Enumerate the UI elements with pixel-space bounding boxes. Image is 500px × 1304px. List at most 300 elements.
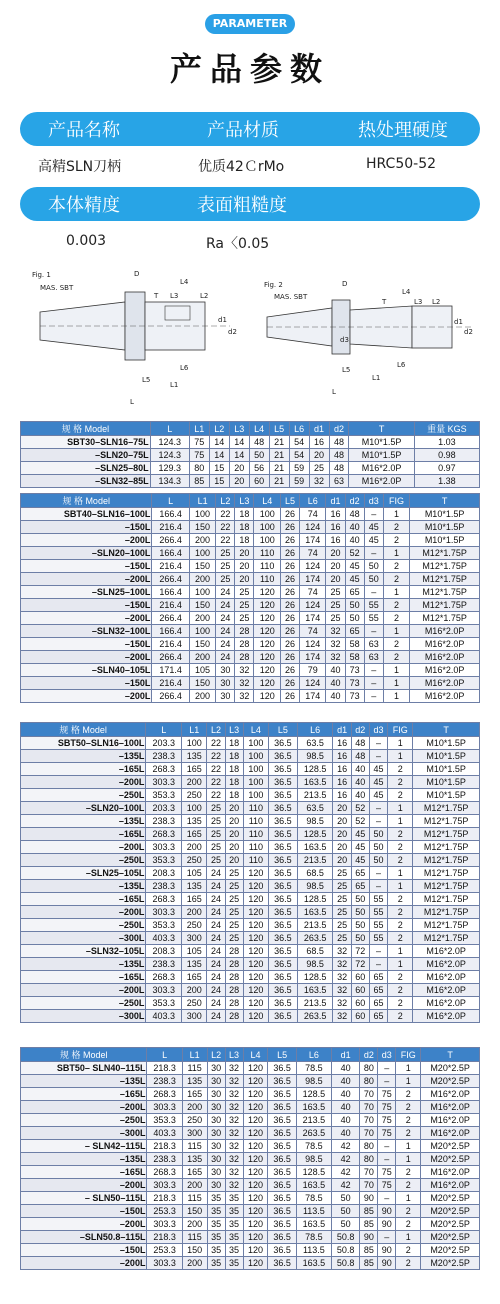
table-cell: 120 (243, 1062, 268, 1075)
table-cell: 2 (388, 893, 413, 906)
table-cell: 25 (225, 906, 243, 919)
table-cell: 21 (269, 462, 289, 475)
table-header-cell: T (349, 422, 414, 436)
table-cell: 45 (369, 763, 387, 776)
table-cell: 163.5 (297, 841, 333, 854)
table-cell: 25 (235, 599, 254, 612)
table-header-cell: T (413, 723, 480, 737)
table-cell: 45 (369, 776, 387, 789)
table-cell: M16*2.0P (413, 997, 480, 1010)
table-row (21, 1205, 480, 1218)
table-row (21, 750, 480, 763)
fig2-dim-d2: d2 (464, 328, 473, 336)
table-cell: 52 (351, 802, 369, 815)
table-cell: 32 (225, 1101, 243, 1114)
table-cell: 174 (300, 651, 326, 664)
table-cell: M16*2.0P (410, 651, 480, 664)
table-cell: 208.3 (146, 867, 182, 880)
table-cell: 26 (280, 508, 299, 521)
table-cell: 353.3 (146, 919, 182, 932)
table-row (21, 1088, 480, 1101)
table-cell: 28 (225, 1010, 243, 1023)
table-cell: 21 (269, 436, 289, 449)
table-cell: 40 (351, 763, 369, 776)
table-cell: 24 (207, 919, 225, 932)
table-cell: 128.5 (297, 893, 333, 906)
table-row (21, 1166, 480, 1179)
model-cell: –SLN32–85L (21, 475, 151, 488)
table-header-cell: L1 (182, 723, 207, 737)
fig1-dim-L1: L1 (170, 381, 179, 389)
table-cell: 1 (388, 750, 413, 763)
table-cell: 24 (216, 638, 235, 651)
table-cell: 25 (216, 573, 235, 586)
table-cell: 80 (360, 1140, 378, 1153)
table-cell: 1 (388, 815, 413, 828)
table-cell: 25 (216, 560, 235, 573)
table-cell: 403.3 (146, 1010, 182, 1023)
table-cell: 25 (333, 880, 351, 893)
table-cell: 36.5 (268, 1179, 296, 1192)
table-cell: 20 (326, 560, 345, 573)
table-cell: 80 (360, 1075, 378, 1088)
table-cell: 25 (207, 815, 225, 828)
table-cell: 50 (351, 893, 369, 906)
table-cell: M10*1.5P (413, 763, 480, 776)
table-cell: 353.3 (146, 789, 182, 802)
table-header-cell: L6 (297, 723, 333, 737)
table-cell: 150 (189, 599, 215, 612)
table-cell: 65 (369, 984, 387, 997)
table-cell: 166.4 (152, 586, 189, 599)
table-cell: 98.5 (297, 880, 333, 893)
table-row (21, 945, 480, 958)
table-cell: 16 (333, 737, 351, 750)
table-row (21, 612, 480, 625)
fig1-dim-L5: L5 (142, 376, 151, 384)
table-row (21, 789, 480, 802)
table-cell: 115 (182, 1192, 207, 1205)
model-cell: –SLN25–80L (21, 462, 151, 475)
table-cell: 18 (225, 776, 243, 789)
table-cell: 2 (388, 854, 413, 867)
table-cell: M16*2.0P (413, 1010, 480, 1023)
table-cell: 200 (182, 1179, 207, 1192)
table-cell: 403.3 (147, 1127, 182, 1140)
table-cell: 50.8 (332, 1257, 360, 1270)
table-cell: 2 (388, 997, 413, 1010)
table-cell: 35 (225, 1244, 243, 1257)
table-cell: M12*1.75P (413, 841, 480, 854)
table-cell: M10*1.5P (413, 776, 480, 789)
table-cell: 18 (235, 534, 254, 547)
table-row (21, 436, 480, 449)
table-cell: 55 (364, 612, 383, 625)
fig2-drawing (262, 262, 482, 412)
table-cell: 20 (333, 841, 351, 854)
table-cell: 45 (345, 560, 364, 573)
table-cell: 55 (364, 599, 383, 612)
table-cell: 48 (351, 750, 369, 763)
table-cell: 2 (388, 932, 413, 945)
table-cell: 24 (207, 984, 225, 997)
table-header-cell: T (410, 494, 480, 508)
table-cell: 14 (209, 436, 229, 449)
table-cell: 36.5 (269, 802, 298, 815)
table-cell: 303.3 (146, 841, 182, 854)
model-cell: SBT50– SLN40–115L (21, 1062, 147, 1075)
table-cell: 100 (243, 776, 268, 789)
table-cell: 24 (216, 612, 235, 625)
value-roughness: Ra〈0.05 (206, 236, 270, 252)
table-cell: 1 (383, 508, 409, 521)
table-cell: 98.5 (297, 750, 333, 763)
table-cell: 74 (300, 586, 326, 599)
table-cell: 36.5 (268, 1062, 296, 1075)
table-cell: M10*1.5P (410, 508, 480, 521)
table-cell: M20*2.5P (421, 1075, 480, 1088)
table-cell: M20*2.5P (421, 1140, 480, 1153)
table-row (21, 1127, 480, 1140)
table-cell: 78.5 (296, 1062, 331, 1075)
table-cell: 72 (351, 958, 369, 971)
table-cell: 20 (225, 841, 243, 854)
table-cell: 90 (378, 1257, 396, 1270)
table-cell: 24 (216, 625, 235, 638)
table-cell: 40 (332, 1101, 360, 1114)
table-cell: 21 (269, 449, 289, 462)
value-product-name: 高精SLN刀柄 (38, 159, 122, 175)
table-cell: 163.5 (297, 776, 333, 789)
model-cell: –165L (21, 893, 146, 906)
table-cell: 25 (225, 893, 243, 906)
table-cell: 1 (388, 802, 413, 815)
table-cell: 303.3 (147, 1101, 182, 1114)
fig1-label: Fig. 1 (32, 271, 51, 279)
table-cell: 163.5 (296, 1101, 331, 1114)
table-cell: 63 (364, 651, 383, 664)
table-cell: 238.3 (146, 815, 182, 828)
table-cell: 40 (332, 1088, 360, 1101)
table-cell: 28 (225, 945, 243, 958)
table-cell: 50 (332, 1205, 360, 1218)
table-row (21, 984, 480, 997)
table-cell: 25 (326, 612, 345, 625)
table-cell: 100 (189, 586, 215, 599)
table-cell: 42 (332, 1166, 360, 1179)
table-header-cell: d2 (360, 1048, 378, 1062)
table-cell: 218.3 (147, 1231, 182, 1244)
table-row (21, 919, 480, 932)
table-cell: 163.5 (297, 906, 333, 919)
table-cell: 120 (243, 1114, 268, 1127)
table-cell: 60 (351, 984, 369, 997)
table-cell: 213.5 (297, 997, 333, 1010)
table-cell: 100 (254, 508, 280, 521)
table-cell: 120 (243, 1205, 268, 1218)
table-cell: 216.4 (152, 599, 189, 612)
table-cell: 113.5 (296, 1244, 331, 1257)
table-cell: 150 (189, 677, 215, 690)
table-cell: 200 (189, 690, 215, 703)
table-cell: 40 (326, 677, 345, 690)
table-row (21, 1010, 480, 1023)
table-row (21, 1114, 480, 1127)
table-cell: 30 (207, 1140, 225, 1153)
model-cell: –200L (21, 1257, 147, 1270)
table-cell: 2 (383, 612, 409, 625)
table-cell: 40 (345, 521, 364, 534)
table-cell: 40 (332, 1075, 360, 1088)
header-product-name: 产品名称 (48, 120, 120, 141)
table-cell: 120 (254, 625, 280, 638)
table-row (21, 547, 480, 560)
table-cell: 30 (207, 1127, 225, 1140)
table-cell: 268.3 (146, 893, 182, 906)
header-hardness: 热处理硬度 (358, 120, 448, 141)
table-cell: 50 (369, 841, 387, 854)
table-cell: 18 (225, 750, 243, 763)
fig2-dim-L6: L6 (397, 361, 406, 369)
model-cell: –200L (21, 984, 146, 997)
fig1-dim-d1: d1 (218, 316, 227, 324)
model-cell: –135L (21, 750, 146, 763)
table-cell: 2 (388, 906, 413, 919)
table-row (21, 1179, 480, 1192)
table-row (21, 958, 480, 971)
table-cell: 36.5 (268, 1088, 296, 1101)
fig1-drawing (30, 262, 240, 412)
table-cell: 60 (351, 971, 369, 984)
table-cell: 40 (351, 776, 369, 789)
table-cell: 2 (396, 1166, 421, 1179)
table-cell: 24 (207, 906, 225, 919)
model-cell: –250L (21, 997, 146, 1010)
model-cell: SBT30–SLN16–75L (21, 436, 151, 449)
table-cell: 75 (378, 1101, 396, 1114)
model-cell: –150L (21, 1244, 147, 1257)
table-cell: 80 (189, 462, 209, 475)
table-cell: 32 (326, 625, 345, 638)
table-cell: 174 (300, 612, 326, 625)
table-cell: 163.5 (296, 1179, 331, 1192)
table-cell: 50 (332, 1192, 360, 1205)
table-cell: 18 (235, 521, 254, 534)
table-header-cell: FIG (396, 1048, 421, 1062)
fig1-dim-T: T (154, 292, 159, 300)
table-cell: 165 (182, 893, 207, 906)
table-header-cell: d1 (332, 1048, 360, 1062)
table-cell: 36.5 (269, 841, 298, 854)
table-cell: 2 (396, 1244, 421, 1257)
table-cell: 2 (383, 638, 409, 651)
table-cell: 250 (182, 854, 207, 867)
table-cell: 85 (360, 1244, 378, 1257)
table-cell: 15 (209, 475, 229, 488)
table-cell: – (364, 690, 383, 703)
table-cell: 90 (360, 1192, 378, 1205)
table-cell: 25 (326, 586, 345, 599)
table-cell: 35 (225, 1192, 243, 1205)
table-cell: 16 (326, 534, 345, 547)
model-cell: –135L (21, 1075, 147, 1088)
table-cell: 120 (243, 1101, 268, 1114)
table-cell: 165 (182, 1166, 207, 1179)
table-cell: 55 (369, 932, 387, 945)
table-cell: 120 (243, 971, 268, 984)
table-cell: 166.4 (152, 547, 189, 560)
table-cell: 36.5 (268, 1257, 296, 1270)
table-cell: 253.3 (147, 1205, 182, 1218)
table-cell: 22 (207, 789, 225, 802)
fig2-dim-L: L (332, 388, 336, 396)
spec-table-sbt50-a (20, 722, 480, 1023)
model-cell: –150L (21, 599, 152, 612)
table-header-cell: 规 格 Model (21, 422, 151, 436)
table-cell: 266.4 (152, 651, 189, 664)
table-cell: 110 (243, 815, 268, 828)
table-cell: M12*1.75P (413, 906, 480, 919)
table-header-cell: d3 (378, 1048, 396, 1062)
table-cell: 120 (243, 1192, 268, 1205)
table-cell: 35 (207, 1205, 225, 1218)
table-cell: 28 (225, 971, 243, 984)
table-cell: 25 (333, 867, 351, 880)
fig2-dim-d3: d3 (340, 336, 349, 344)
fig2-label: Fig. 2 (264, 281, 283, 289)
fig2-dim-d1: d1 (454, 318, 463, 326)
model-cell: –165L (21, 1088, 147, 1101)
table-cell: M10*1.5P (410, 534, 480, 547)
table-cell: 120 (243, 984, 268, 997)
table-cell: 45 (351, 828, 369, 841)
model-cell: –150L (21, 521, 152, 534)
table-cell: 213.5 (297, 854, 333, 867)
table-cell: M12*1.75P (413, 932, 480, 945)
table-cell: 45 (351, 841, 369, 854)
table-cell: 120 (243, 1010, 268, 1023)
table-cell: 25 (216, 547, 235, 560)
table-cell: 26 (280, 612, 299, 625)
spec-table-sbt30 (20, 421, 480, 488)
table-cell: M12*1.75P (410, 599, 480, 612)
table-cell: 36.5 (268, 1153, 296, 1166)
table-cell: 150 (189, 560, 215, 573)
table-row (21, 828, 480, 841)
table-cell: 213.5 (297, 919, 333, 932)
table-row (21, 586, 480, 599)
table-cell: 24 (207, 945, 225, 958)
table-cell: 1 (396, 1231, 421, 1244)
model-cell: –135L (21, 815, 146, 828)
table-cell: 40 (326, 690, 345, 703)
table-cell: 120 (254, 586, 280, 599)
table-cell: 85 (360, 1218, 378, 1231)
table-cell: 32 (326, 651, 345, 664)
table-cell: 68.5 (297, 945, 333, 958)
table-row (21, 677, 480, 690)
table-row (21, 625, 480, 638)
table-cell: 22 (207, 737, 225, 750)
value-accuracy: 0.003 (66, 233, 107, 249)
table-cell: 26 (280, 690, 299, 703)
table-cell: 263.5 (297, 1010, 333, 1023)
table-cell: 124.3 (150, 436, 189, 449)
table-cell: 303.3 (147, 1218, 182, 1231)
table-cell: 14 (229, 449, 249, 462)
table-cell: 48 (345, 508, 364, 521)
table-cell: 52 (345, 547, 364, 560)
table-cell: 200 (189, 651, 215, 664)
table-cell: 2 (388, 776, 413, 789)
table-cell: 70 (360, 1101, 378, 1114)
table-header-cell: L4 (243, 723, 268, 737)
table-cell: 300 (182, 1010, 207, 1023)
table-cell: 26 (280, 573, 299, 586)
table-cell: 30 (216, 690, 235, 703)
table-cell: 20 (309, 449, 329, 462)
table-cell: M16*2.0P (410, 625, 480, 638)
table-cell: 65 (369, 997, 387, 1010)
table-row (21, 1244, 480, 1257)
table-row (21, 880, 480, 893)
model-cell: –SLN32–100L (21, 625, 152, 638)
table-cell: M12*1.75P (410, 547, 480, 560)
table-cell: 20 (333, 828, 351, 841)
table-cell: 16 (333, 789, 351, 802)
table-cell: 24 (207, 971, 225, 984)
table-cell: 163.5 (296, 1218, 331, 1231)
table-header-cell: 规 格 Model (21, 723, 146, 737)
table-cell: 120 (254, 599, 280, 612)
table-cell: 30 (207, 1153, 225, 1166)
table-cell: 18 (225, 737, 243, 750)
model-cell: –300L (21, 1127, 147, 1140)
table-cell: 2 (383, 521, 409, 534)
table-cell: M12*1.75P (413, 815, 480, 828)
table-cell: 35 (207, 1218, 225, 1231)
table-cell: 18 (225, 763, 243, 776)
table-header-row (21, 494, 480, 508)
table-cell: 2 (383, 573, 409, 586)
model-cell: –200L (21, 1179, 147, 1192)
table-row (21, 690, 480, 703)
table-cell: – (364, 547, 383, 560)
table-cell: 100 (243, 789, 268, 802)
table-cell: 50.8 (332, 1231, 360, 1244)
table-cell: 98.5 (297, 958, 333, 971)
table-cell: 98.5 (296, 1153, 331, 1166)
table-cell: 1 (388, 737, 413, 750)
table-cell: 28 (235, 651, 254, 664)
table-cell: 30 (216, 677, 235, 690)
table-cell: 42 (332, 1140, 360, 1153)
table-cell: M10*1.5P (349, 436, 414, 449)
table-cell: 20 (225, 828, 243, 841)
table-cell: 216.4 (152, 560, 189, 573)
table-cell: 32 (326, 638, 345, 651)
table-cell: M16*2.0P (410, 690, 480, 703)
table-header-cell: d3 (369, 723, 387, 737)
table-cell: 26 (280, 651, 299, 664)
table-cell: 28 (235, 625, 254, 638)
table-cell: 1 (383, 677, 409, 690)
table-cell: 25 (333, 932, 351, 945)
model-cell: –200L (21, 906, 146, 919)
table-cell: 403.3 (146, 932, 182, 945)
table-row (21, 573, 480, 586)
table-cell: 32 (333, 971, 351, 984)
